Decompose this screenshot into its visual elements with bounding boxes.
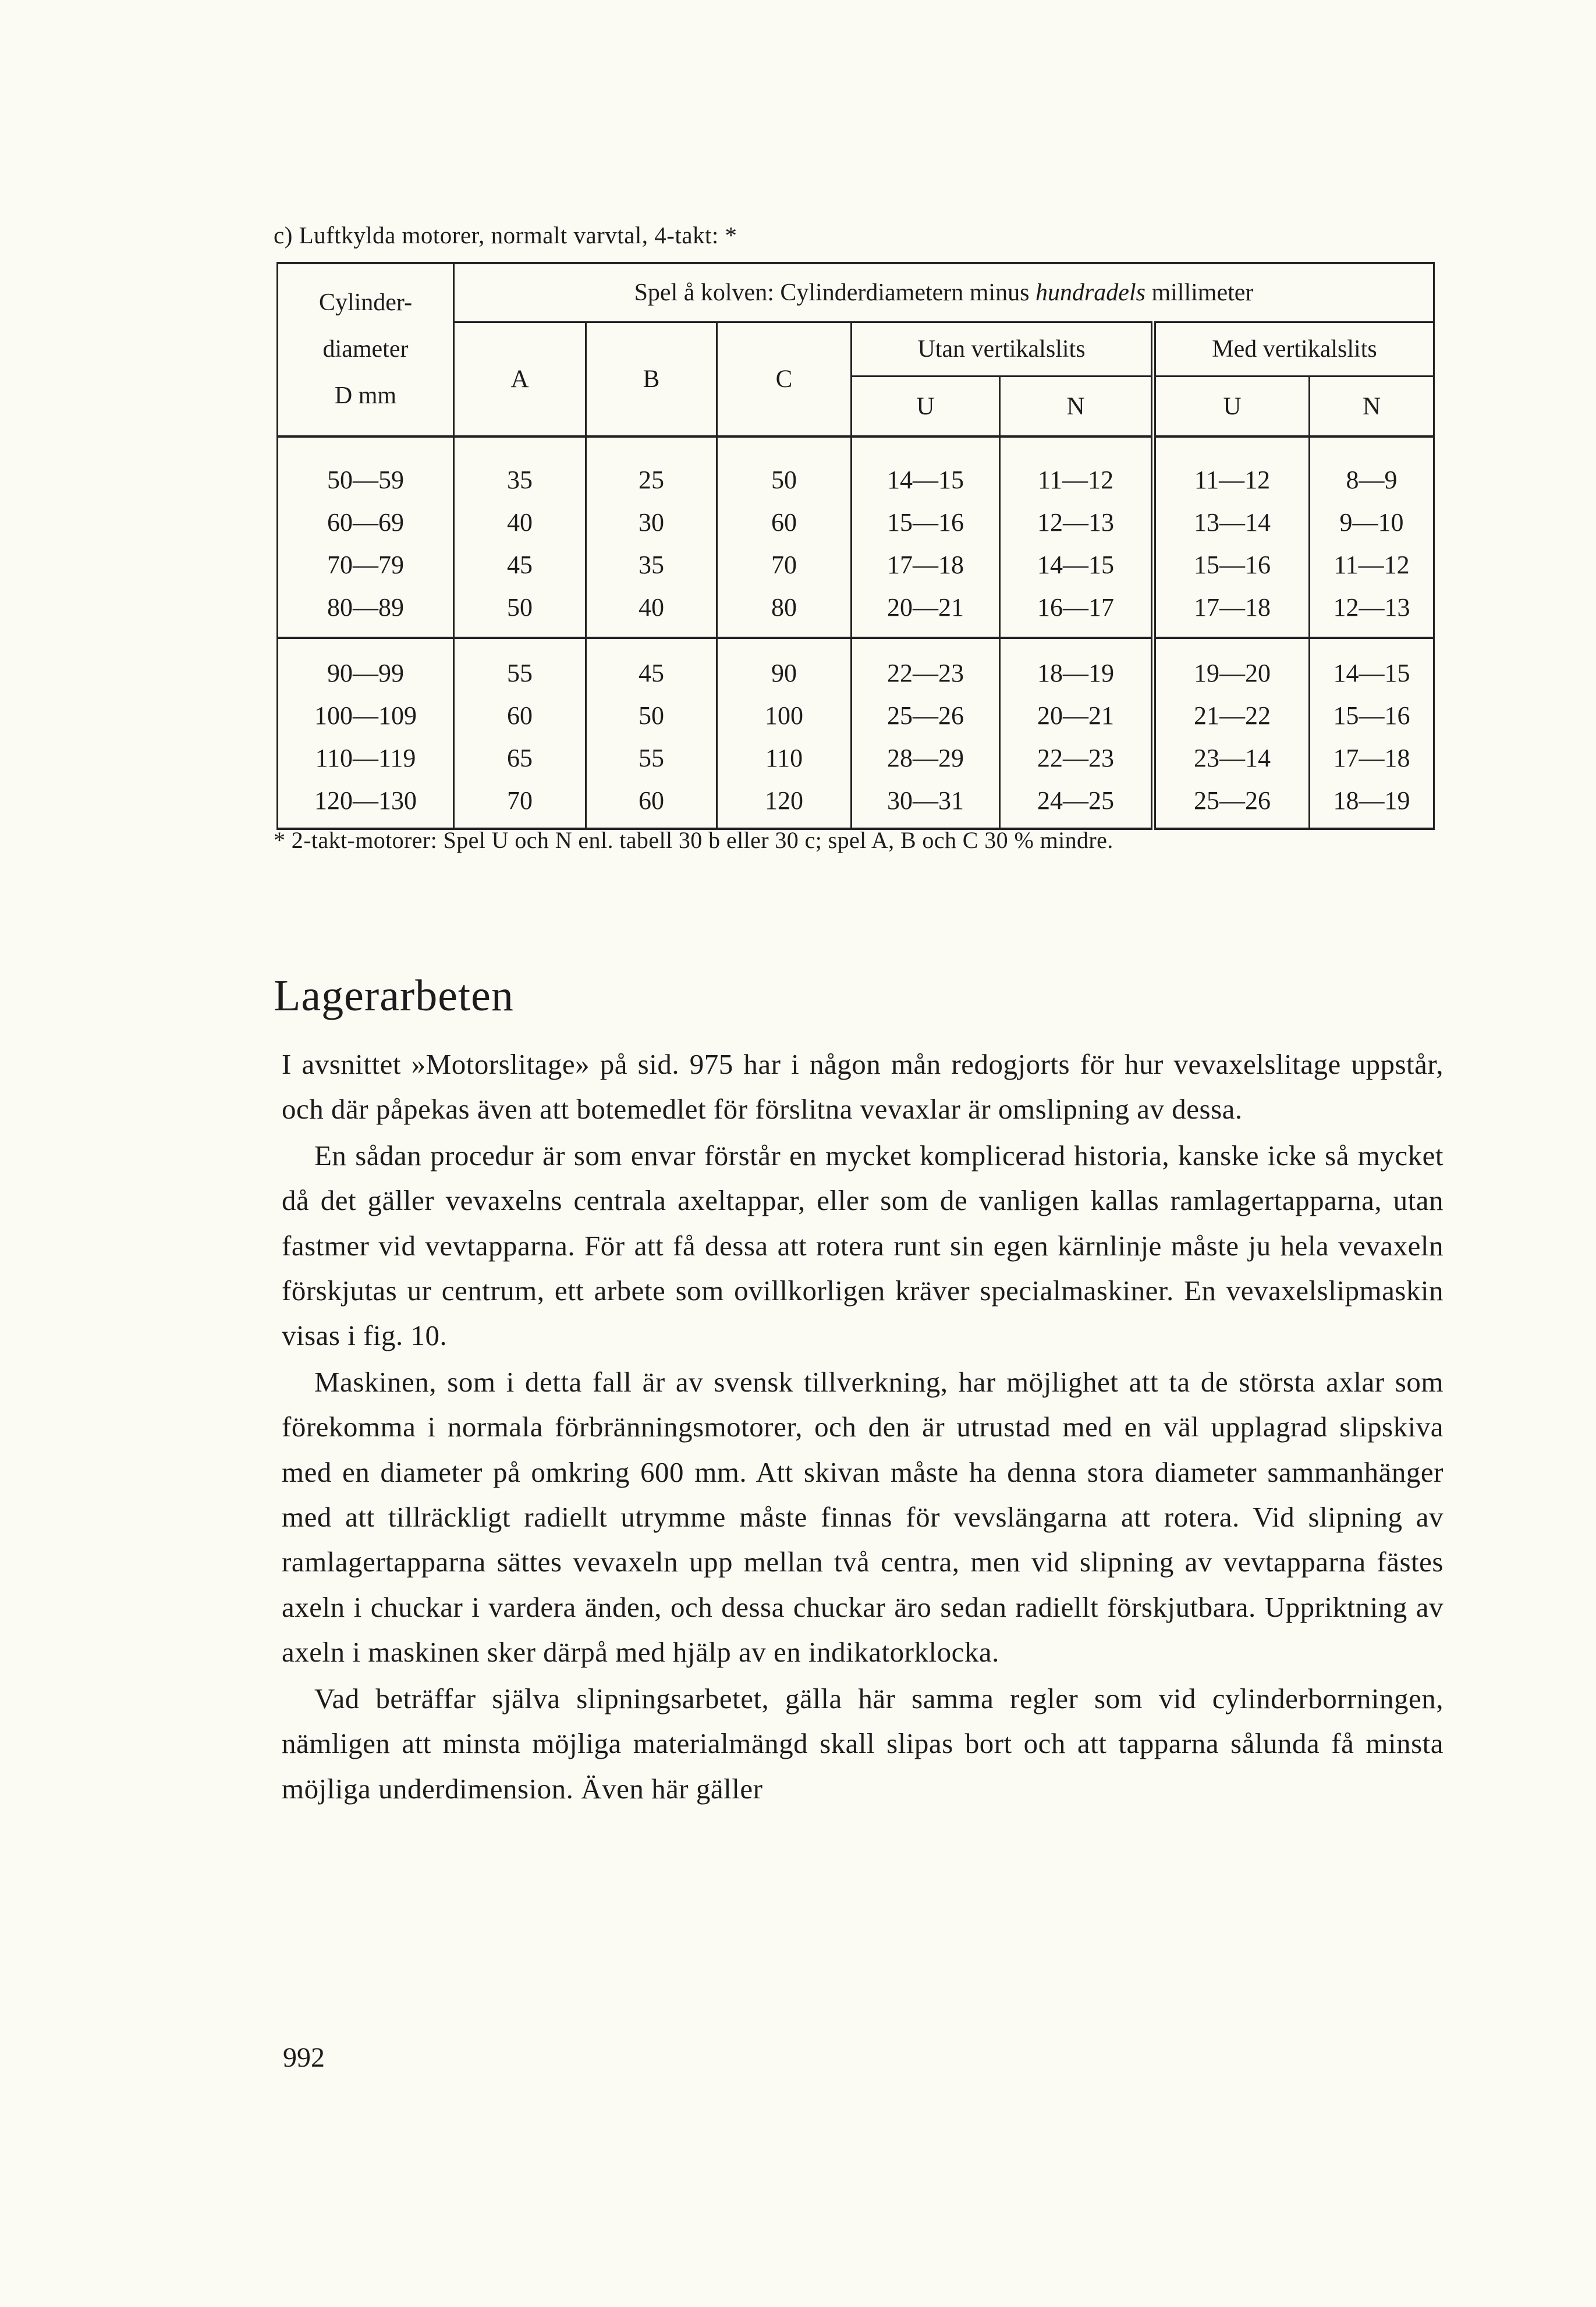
- cell-b: 60: [586, 779, 717, 829]
- cell-diameter: 100—109: [278, 694, 454, 737]
- cell-utan-u: 30—31: [852, 779, 1000, 829]
- cell-a: 35: [454, 436, 586, 501]
- cell-utan-u: 25—26: [852, 694, 1000, 737]
- table-footnote: * 2-takt-motorer: Spel U och N enl. tabell 30 b eller 30 c; spel A, B och C 30 % mindre.: [274, 827, 1113, 853]
- cell-med-u: 17—18: [1154, 586, 1310, 638]
- header-med-n: N: [1362, 392, 1381, 420]
- cell-med-n: 9—10: [1339, 508, 1404, 537]
- cell-utan-u: 17—18: [852, 544, 1000, 586]
- cell-med-n: 15—16: [1333, 701, 1410, 730]
- cell-med-u: 23—14: [1154, 737, 1310, 779]
- paragraph: Vad beträffar själva slipningsarbetet, gälla här samma regler som vid cylinderborrningen, nämligen att minsta möjliga materialmängd skall slipas bort och att tapparna sålunda få minsta möjliga underdimension. Även här gäller: [282, 1682, 1444, 1805]
- cell-med-u: 13—14: [1154, 501, 1310, 544]
- cell-b: 55: [586, 737, 717, 779]
- section-heading: Lagerarbeten: [274, 971, 514, 1020]
- cell-c: 60: [717, 501, 852, 544]
- cell-a: 60: [454, 694, 586, 737]
- cell-a: 55: [454, 638, 586, 694]
- header-group-med: Med vertikalslits: [1154, 322, 1434, 377]
- table-row: [278, 779, 1434, 829]
- cell-diameter: 70—79: [278, 544, 454, 586]
- cell-a: 40: [454, 501, 586, 544]
- header-col-c: C: [717, 322, 852, 437]
- cell-med-u: 19—20: [1154, 638, 1310, 694]
- page-number: 992: [283, 2042, 325, 2073]
- paragraph: En sådan procedur är som envar förstår en mycket komplicerad historia, kanske icke så mycket då det gäller vevaxelns centrala axeltappar, eller som de vanligen kallas ramlagertapparna, utan fastmer vid vevtapparna. För att få dessa att rotera runt sin egen kärnlinje måste ju hela vevaxeln förskjutas ur centrum, ett arbete som ovillkorligen kräver specialmaskiner. En vevaxelslipmaskin visas i fig. 10.: [282, 1139, 1444, 1352]
- cell-b: 50: [586, 694, 717, 737]
- header-group-utan: Utan vertikalslits: [852, 322, 1154, 377]
- cell-b: 30: [586, 501, 717, 544]
- header-cylinder-diameter: [278, 263, 454, 436]
- cell-c: 120: [717, 779, 852, 829]
- table-row: [278, 436, 1434, 501]
- cell-diameter: 90—99: [278, 638, 454, 694]
- cell-med-u: 15—16: [1154, 544, 1310, 586]
- cell-med-u: 11—12: [1154, 436, 1310, 501]
- cell-utan-u: 14—15: [852, 436, 1000, 501]
- header-col-b: B: [586, 322, 717, 437]
- cell-a: 50: [454, 586, 586, 638]
- cell-diameter: 50—59: [278, 436, 454, 501]
- header-col-a: A: [454, 322, 586, 437]
- table-row: [278, 737, 1434, 779]
- cell-med-n: 12—13: [1310, 586, 1434, 638]
- clearance-table: [276, 262, 1435, 830]
- header-spel-prefix: Spel å kolven: Cylinderdiametern minus: [634, 279, 1030, 306]
- header-spel-suffix: millimeter: [1151, 279, 1254, 306]
- cell-utan-n: 14—15: [1000, 544, 1154, 586]
- cell-c: 110: [717, 737, 852, 779]
- table-body: [278, 436, 1434, 829]
- table-row: [278, 638, 1434, 694]
- cell-diameter: 110—119: [278, 737, 454, 779]
- header-spel-italic: hundradels: [1035, 279, 1145, 306]
- cell-a: 45: [454, 544, 586, 586]
- cell-med-n: 14—15: [1333, 659, 1410, 687]
- cell-utan-u: 22—23: [852, 638, 1000, 694]
- header-utan-u: U: [852, 377, 1000, 437]
- header-cylinder-line-1: Cylinder-: [318, 289, 413, 317]
- header-utan-n: N: [1000, 377, 1154, 437]
- cell-utan-n: 16—17: [1000, 586, 1154, 638]
- header-med-u: U: [1154, 377, 1310, 437]
- table-row: [278, 501, 1434, 544]
- cell-utan-n: 18—19: [1000, 638, 1154, 694]
- cell-med-n: 18—19: [1333, 786, 1410, 815]
- cell-c: 70: [717, 544, 852, 586]
- cell-diameter: 120—130: [278, 779, 454, 829]
- cell-b: 35: [586, 544, 717, 586]
- cell-utan-n: 11—12: [1000, 436, 1154, 501]
- cell-b: 25: [586, 436, 717, 501]
- cell-med-u: 21—22: [1154, 694, 1310, 737]
- cell-utan-n: 12—13: [1000, 501, 1154, 544]
- cell-b: 40: [586, 586, 717, 638]
- cell-c: 100: [717, 694, 852, 737]
- cell-utan-u: 28—29: [852, 737, 1000, 779]
- cell-c: 50: [717, 436, 852, 501]
- cell-c: 80: [717, 586, 852, 638]
- header-spel: [454, 263, 1434, 322]
- paragraph: I avsnittet »Motorslitage» på sid. 975 har i någon mån redogjorts för hur vevaxelslitage uppstår, och där påpekas även att botemedlet för förslitna vevaxlar är omslipning av dessa.: [282, 1048, 1444, 1126]
- paragraph: Maskinen, som i detta fall är av svensk tillverkning, har möjlighet att ta de största axlar som förekomma i normala förbränningsmotorer, och den är utrustad med en väl upplagrad slipskiva med en diameter på omkring 600 mm. Att skivan måste ha denna stora diameter sammanhänger med att tillräckligt radiellt utrymme måste finnas för vevslängarna att rotera. Vid slipning av ramlagertapparna sättes vevaxeln upp mellan två centra, men vid slipning av vevtapparna fästes axeln i chuckar i vardera änden, och dessa chuckar äro sedan radiellt förskjutbara. Uppriktning av axeln i maskinen sker därpå med hjälp av en indikatorklocka.: [282, 1365, 1444, 1669]
- cell-utan-u: 20—21: [852, 586, 1000, 638]
- cell-med-n: 11—12: [1333, 551, 1410, 579]
- cell-b: 45: [586, 638, 717, 694]
- table-caption: c) Luftkylda motorer, normalt varvtal, 4-takt: *: [274, 222, 737, 249]
- cell-a: 70: [454, 779, 586, 829]
- header-cylinder-line-3: D mm: [334, 382, 397, 409]
- cell-med-n: 8—9: [1346, 466, 1398, 494]
- cell-c: 90: [717, 638, 852, 694]
- header-cylinder-line-2: diameter: [322, 336, 409, 363]
- cell-diameter: 80—89: [278, 586, 454, 638]
- body-text: [282, 1042, 1444, 1812]
- table-row: [278, 544, 1434, 586]
- cell-med-n: 17—18: [1333, 744, 1410, 772]
- cell-utan-u: 15—16: [852, 501, 1000, 544]
- cell-utan-n: 24—25: [1000, 779, 1154, 829]
- cell-diameter: 60—69: [278, 501, 454, 544]
- cell-utan-n: 20—21: [1000, 694, 1154, 737]
- cell-med-u: 25—26: [1154, 779, 1310, 829]
- table-row: [278, 694, 1434, 737]
- table-row: [278, 586, 1434, 638]
- cell-utan-n: 22—23: [1000, 737, 1154, 779]
- cell-a: 65: [454, 737, 586, 779]
